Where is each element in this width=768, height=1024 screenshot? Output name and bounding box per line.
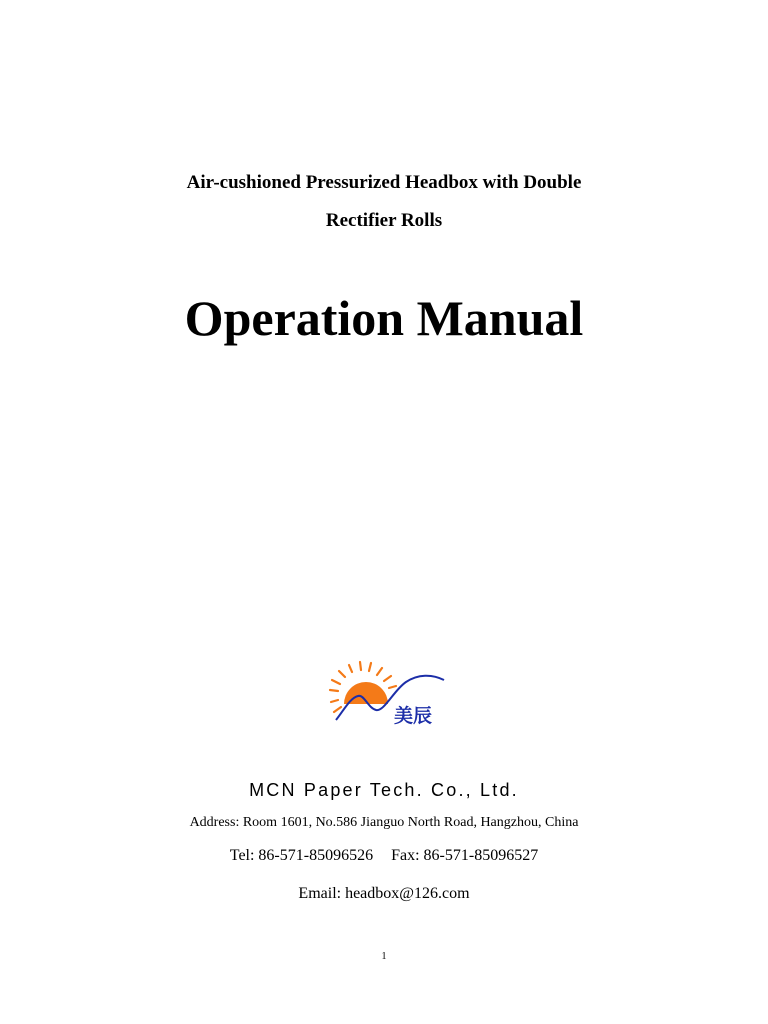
sun-over-mountain-logo-icon — [322, 660, 446, 728]
page-number: 1 — [381, 951, 387, 962]
company-email: Email: headbox@126.com — [298, 885, 470, 902]
company-name: MCN Paper Tech. Co., Ltd. — [249, 780, 519, 800]
company-tel: Tel: 86-571-85096526 — [229, 847, 374, 864]
company-logo — [322, 660, 446, 728]
document-subtitle-line2: Rectifier Rolls — [325, 210, 443, 231]
document-subtitle-line1: Air-cushioned Pressurized Headbox with Double — [186, 172, 582, 193]
company-address: Address: Room 1601, No.586 Jianguo North Road, Hangzhou, China — [189, 815, 579, 830]
logo-text: 美辰 — [394, 705, 433, 727]
contact-line — [0, 846, 768, 866]
company-fax: Fax: 86-571-85096527 — [391, 847, 539, 864]
document-title: Operation Manual — [184, 290, 584, 346]
